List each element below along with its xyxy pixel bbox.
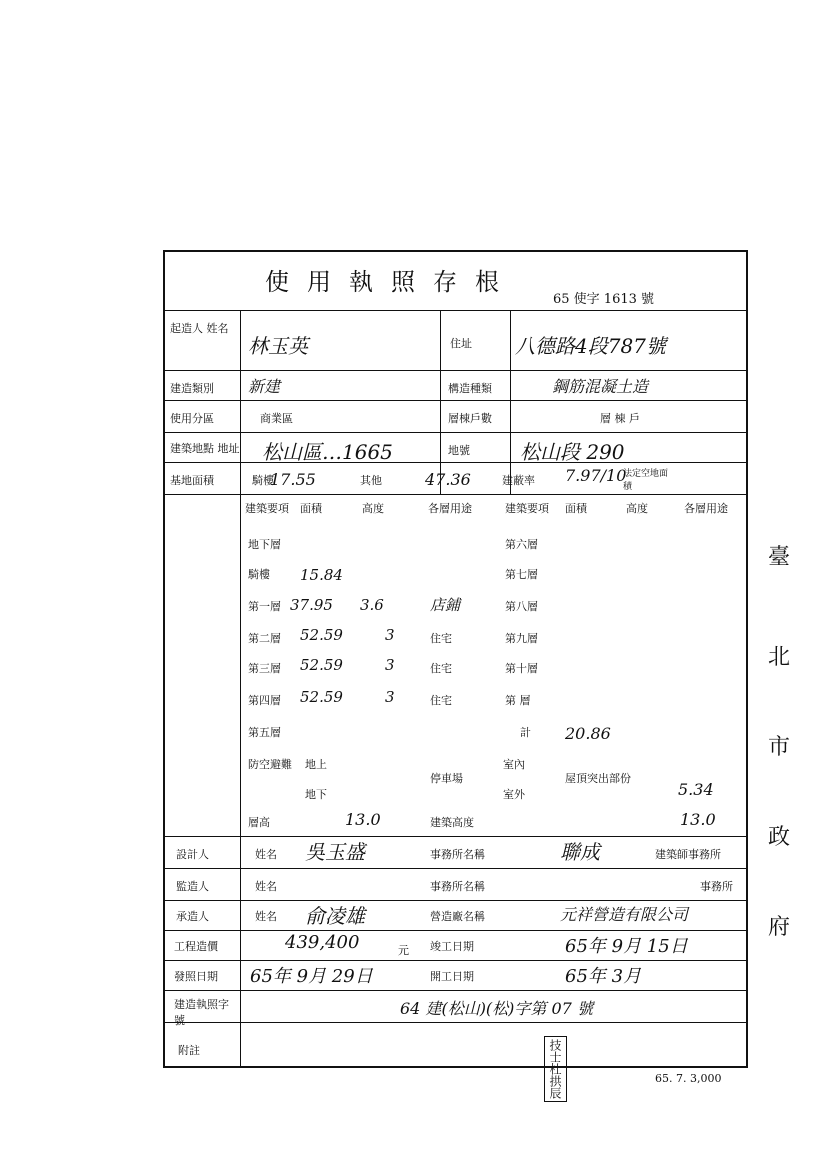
- supervisor-suffix: 事務所: [700, 880, 733, 893]
- floor-row-name: 第一層: [248, 600, 281, 613]
- table-header-height-right: 高度: [626, 502, 648, 515]
- lot-value: 松山段 290: [520, 440, 625, 464]
- row-divider: [163, 400, 748, 401]
- legal-open-label: 法定空地面積: [623, 469, 669, 492]
- name-label: 姓名: [255, 910, 277, 923]
- floors-value: 層 棟 戶: [600, 412, 640, 425]
- defense-below: 地下: [305, 788, 327, 801]
- start-value: 65年 3月: [565, 966, 642, 987]
- floor-row-name: 騎樓: [248, 568, 270, 581]
- structure-label: 構造種類: [448, 382, 492, 395]
- cost-unit: 元: [398, 944, 409, 957]
- supervisor-office-label: 事務所名稱: [430, 880, 485, 893]
- issue-value: 65年 9月 29日: [250, 966, 373, 987]
- row-divider: [163, 990, 748, 991]
- contractor-firm: 元祥營造有限公司: [560, 905, 689, 924]
- row-divider: [163, 930, 748, 931]
- roof-label: 屋頂突出部份: [565, 772, 631, 785]
- base-area-label: 基地面積: [170, 474, 214, 487]
- address-label: 住址: [450, 337, 472, 350]
- table-header-use: 各層用途: [428, 502, 472, 515]
- arcade-value: 17.55: [270, 470, 316, 489]
- floor-height-value: 13.0: [345, 810, 381, 829]
- floor-row-name-right: 第十層: [505, 662, 538, 675]
- building-height-label: 建築高度: [430, 816, 474, 829]
- supervisor-label: 監造人: [176, 880, 209, 893]
- floor-row-height: 3: [385, 626, 395, 644]
- designer-office-label: 事務所名稱: [430, 848, 485, 861]
- designer-name: 吳玉盛: [305, 840, 365, 864]
- row-divider: [163, 432, 748, 433]
- floor-row-name: 第四層: [248, 694, 281, 707]
- zone-value: 商業區: [260, 412, 293, 425]
- contractor-name: 俞凌雄: [305, 904, 365, 928]
- floor-row-area: 52.59: [300, 626, 343, 644]
- cost-value: 439,400: [285, 932, 360, 953]
- table-header-item-right: 建築要項: [505, 502, 549, 515]
- defense-above: 地上: [305, 758, 327, 771]
- structure-value: 鋼筋混凝土造: [552, 377, 649, 396]
- building-height-value: 13.0: [680, 810, 716, 829]
- other-label: 其他: [360, 474, 382, 487]
- remarks-label: 附註: [178, 1044, 200, 1057]
- start-label: 開工日期: [430, 970, 474, 983]
- table-header-use-right: 各層用途: [684, 502, 728, 515]
- floor-row-name: 第三層: [248, 662, 281, 675]
- floor-row-name-right: 第六層: [505, 538, 538, 551]
- floors-label: 層棟戶數: [448, 412, 492, 425]
- parking-outdoor: 室外: [503, 788, 525, 801]
- row-divider: [163, 900, 748, 901]
- designer-label: 設計人: [176, 848, 209, 861]
- building-type-value: 新建: [248, 377, 281, 396]
- floor-row-name-right: 第九層: [505, 632, 538, 645]
- site-label: 建築地點 地址: [170, 442, 240, 455]
- floor-row-area: 37.95: [290, 596, 333, 614]
- parking-indoor: 室內: [503, 758, 525, 771]
- floor-row-name-right: 第八層: [505, 600, 538, 613]
- owner-value: 林玉英: [248, 334, 308, 358]
- floor-row-area: 15.84: [300, 566, 343, 584]
- floor-row-name-right: 第 層: [505, 694, 531, 707]
- floor-total-value: 20.86: [565, 724, 611, 743]
- side-char: 北: [768, 645, 791, 670]
- permit-label: 建造執照字號: [174, 998, 229, 1027]
- issue-label: 發照日期: [174, 970, 218, 983]
- floor-row-height: 3: [385, 688, 395, 706]
- floor-row-name: 第五層: [248, 726, 281, 739]
- defense-label: 防空避難: [248, 758, 292, 771]
- side-char: 府: [768, 915, 791, 940]
- row-divider: [163, 1022, 748, 1023]
- complete-value: 65年 9月 15日: [565, 936, 688, 957]
- floor-row-name: 第二層: [248, 632, 281, 645]
- parking-label: 停車場: [430, 772, 463, 785]
- roof-value: 5.34: [678, 780, 714, 799]
- engineer-stamp: 技士杜拱辰: [544, 1036, 567, 1102]
- row-divider: [163, 370, 748, 371]
- table-header-area-right: 面積: [565, 502, 587, 515]
- row-divider: [163, 462, 748, 463]
- name-label: 姓名: [255, 880, 277, 893]
- address-value: 八德路4段787號: [515, 334, 666, 358]
- floor-row-name-right: 第七層: [505, 568, 538, 581]
- name-label: 姓名: [255, 848, 277, 861]
- column-divider: [510, 310, 511, 494]
- contractor-firm-label: 營造廠名稱: [430, 910, 485, 923]
- coverage-value: 7.97/10: [565, 466, 627, 485]
- column-divider: [440, 310, 441, 494]
- footer-code: 65. 7. 3,000: [655, 1072, 722, 1085]
- floor-height-label: 層高: [248, 816, 270, 829]
- permit-value: 64 建(松山)(松)字第 07 號: [400, 999, 593, 1018]
- zone-label: 使用分區: [170, 412, 214, 425]
- row-divider: [163, 868, 748, 869]
- side-char: 臺: [768, 545, 791, 570]
- floor-row-height: 3.6: [360, 596, 384, 614]
- designer-suffix: 建築師事務所: [655, 848, 721, 861]
- form-title: 使用執照存根: [265, 268, 517, 296]
- table-header-height: 高度: [362, 502, 384, 515]
- coverage-label: 建蔽率: [502, 474, 535, 487]
- floor-row-use: 住宅: [430, 662, 452, 675]
- designer-office: 聯成: [560, 840, 600, 864]
- owner-label: 起造人 姓名: [170, 322, 229, 335]
- row-divider: [163, 310, 748, 311]
- permit-number: 65 使字 1613 號: [553, 292, 655, 307]
- row-divider: [163, 836, 748, 837]
- building-type-label: 建造類別: [170, 382, 214, 395]
- cost-label: 工程造價: [174, 940, 218, 953]
- floor-row-use: 住宅: [430, 632, 452, 645]
- row-divider: [163, 494, 748, 495]
- floor-row-area: 52.59: [300, 656, 343, 674]
- table-header-item: 建築要項: [245, 502, 289, 515]
- other-value: 47.36: [425, 470, 471, 489]
- column-divider: [240, 310, 241, 1068]
- site-value: 松山區…1665: [262, 440, 393, 464]
- row-divider: [163, 960, 748, 961]
- floor-row-area: 52.59: [300, 688, 343, 706]
- floor-row-total-label: 計: [520, 726, 531, 739]
- floor-row-use: 店鋪: [430, 596, 461, 614]
- side-char: 政: [768, 825, 791, 850]
- floor-row-name: 地下層: [248, 538, 281, 551]
- floor-row-height: 3: [385, 656, 395, 674]
- lot-label: 地號: [448, 444, 470, 457]
- table-header-area: 面積: [300, 502, 322, 515]
- side-char: 市: [768, 735, 791, 760]
- contractor-label: 承造人: [176, 910, 209, 923]
- complete-label: 竣工日期: [430, 940, 474, 953]
- arcade-label: 騎樓: [252, 474, 274, 487]
- floor-row-use: 住宅: [430, 694, 452, 707]
